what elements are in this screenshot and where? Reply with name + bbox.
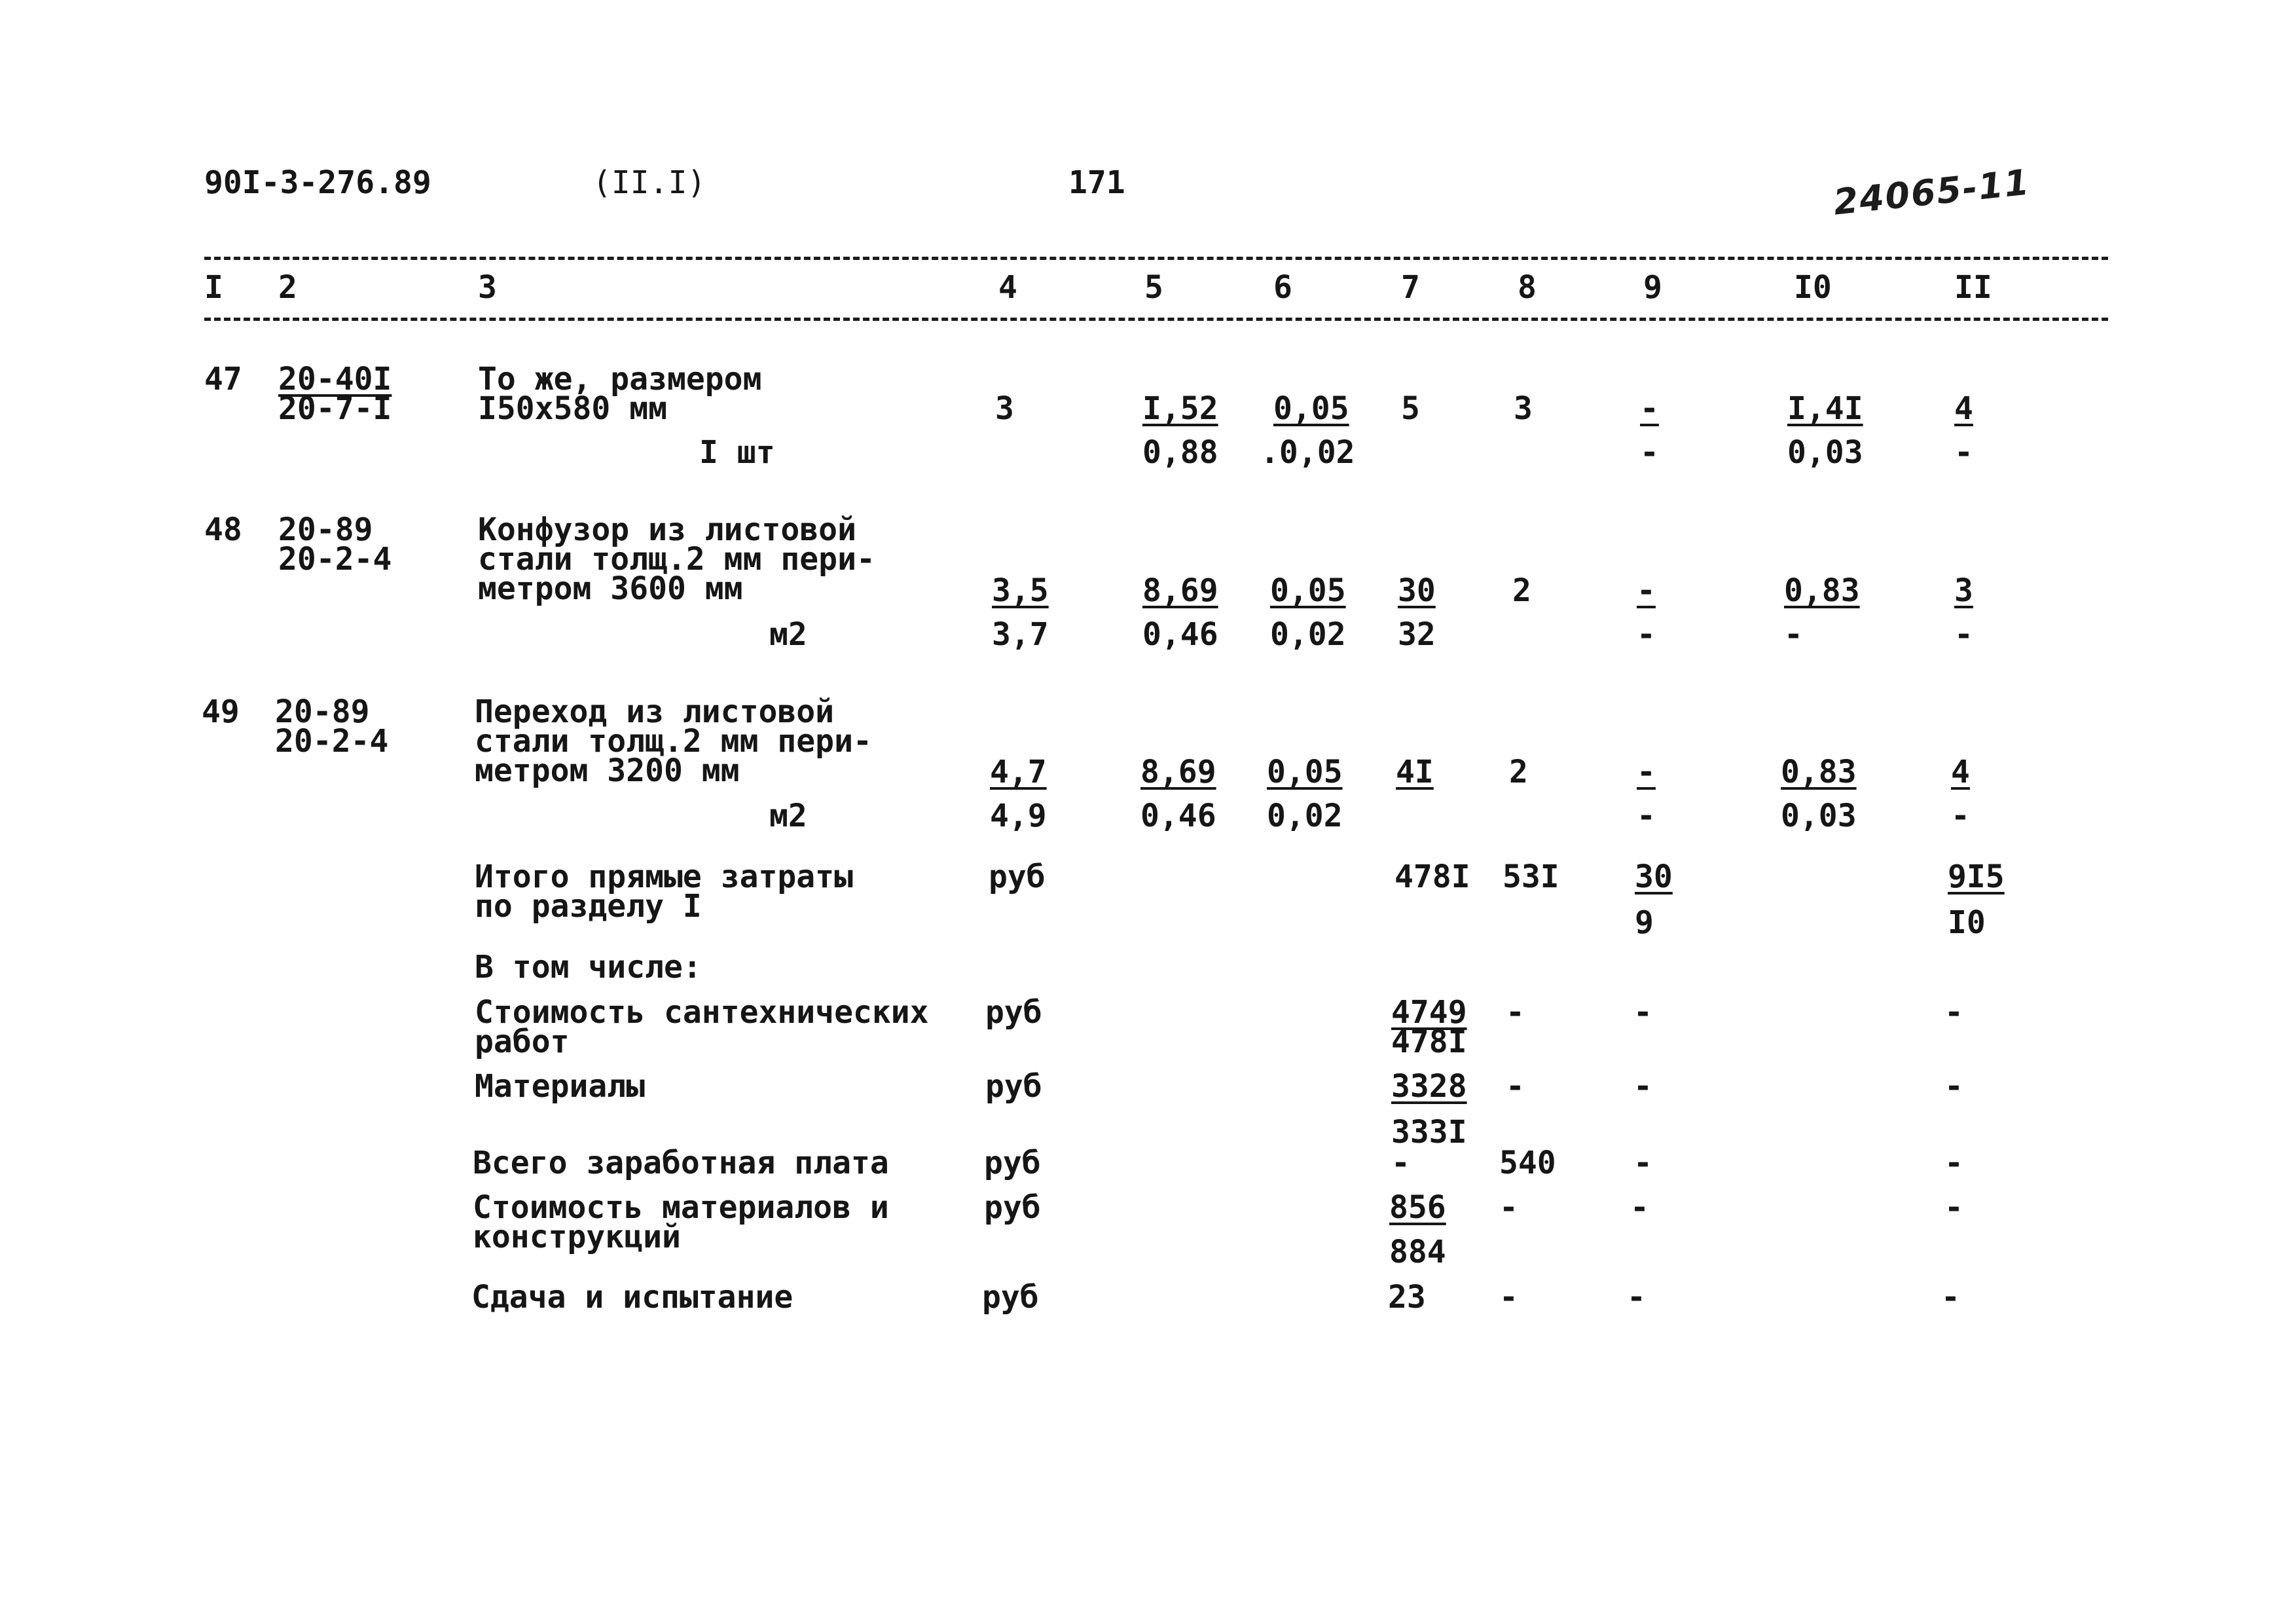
item-plumbing-c8: - bbox=[1506, 994, 1525, 1031]
row-49-number: 49 bbox=[202, 693, 240, 730]
total-c11-top: 9I5 bbox=[1948, 858, 2005, 895]
row-47-c5-top: I,52 bbox=[1142, 390, 1218, 427]
item-testing-c11: - bbox=[1941, 1279, 1960, 1316]
row-49-desc-line-2: стали толщ.2 мм пери- bbox=[475, 723, 872, 760]
col-head-3: 3 bbox=[478, 269, 497, 306]
row-49-c8: 2 bbox=[1509, 754, 1528, 790]
item-wages-c9: - bbox=[1633, 1145, 1652, 1181]
page-number: 171 bbox=[1068, 164, 1125, 201]
row-49-c4-bottom: 4,9 bbox=[990, 798, 1047, 834]
row-49-code-2: 20-2-4 bbox=[275, 723, 389, 760]
total-c7: 478I bbox=[1394, 858, 1470, 895]
section-number: (II.I) bbox=[592, 164, 706, 201]
row-49-desc-line-1: Переход из листовой bbox=[475, 693, 835, 730]
row-47-desc-line-1: То же, размером bbox=[478, 361, 762, 397]
item-constructions-c7-bottom: 884 bbox=[1389, 1234, 1446, 1270]
row-49-c11-bottom: - bbox=[1951, 798, 1970, 834]
row-49-c9-top: - bbox=[1637, 754, 1656, 790]
item-wages-c11: - bbox=[1944, 1145, 1963, 1181]
item-testing-c7: 23 bbox=[1388, 1279, 1426, 1316]
row-47-c6-top: 0,05 bbox=[1273, 390, 1349, 427]
row-47-c11-top: 4 bbox=[1954, 390, 1973, 427]
item-constructions-c8: - bbox=[1499, 1189, 1518, 1226]
row-47-code-1: 20-40I bbox=[278, 361, 392, 397]
row-48-c4-top: 3,5 bbox=[992, 572, 1049, 609]
item-testing-label: Сдача и испытание bbox=[471, 1279, 793, 1316]
item-plumbing-label-1: Стоимость сантехнических bbox=[475, 994, 929, 1031]
header-rule-top bbox=[204, 257, 2108, 260]
row-48-c10-top: 0,83 bbox=[1784, 572, 1860, 609]
row-49-c10-top: 0,83 bbox=[1781, 754, 1857, 790]
item-testing-c8: - bbox=[1499, 1279, 1518, 1316]
item-constructions-label-1: Стоимость материалов и bbox=[473, 1189, 889, 1226]
row-48-desc-line-3: метром 3600 мм bbox=[478, 570, 743, 607]
row-47-c5-bottom: 0,88 bbox=[1142, 434, 1218, 471]
item-wages-c8: 540 bbox=[1499, 1145, 1556, 1181]
row-47-c10-top: I,4I bbox=[1787, 390, 1863, 427]
item-materials-c11: - bbox=[1944, 1068, 1963, 1105]
total-c9-bottom: 9 bbox=[1635, 904, 1654, 941]
row-49-c6-top: 0,05 bbox=[1267, 754, 1343, 790]
item-plumbing-c7-top: 4749 bbox=[1391, 994, 1467, 1031]
item-plumbing-c7-bottom: 478I bbox=[1391, 1024, 1467, 1060]
row-47-c10-bottom: 0,03 bbox=[1787, 434, 1863, 471]
col-head-10: I0 bbox=[1794, 269, 1832, 306]
col-head-7: 7 bbox=[1401, 269, 1420, 306]
item-constructions-c11: - bbox=[1944, 1189, 1963, 1226]
item-testing-c9: - bbox=[1627, 1279, 1646, 1316]
col-head-6: 6 bbox=[1273, 269, 1292, 306]
row-48-c10-bottom: - bbox=[1784, 616, 1803, 653]
item-materials-c9: - bbox=[1633, 1068, 1652, 1105]
row-48-c11-top: 3 bbox=[1954, 572, 1973, 609]
col-head-2: 2 bbox=[278, 269, 297, 306]
item-plumbing-c9: - bbox=[1633, 994, 1652, 1031]
row-48-c7-top: 30 bbox=[1398, 572, 1436, 609]
col-head-11: II bbox=[1954, 269, 1992, 306]
col-head-5: 5 bbox=[1144, 269, 1163, 306]
inventory-stamp: 24065-11 bbox=[1831, 161, 2032, 223]
row-49-c10-bottom: 0,03 bbox=[1781, 798, 1857, 834]
col-head-4: 4 bbox=[998, 269, 1017, 306]
header-rule-bottom bbox=[204, 318, 2108, 321]
item-constructions-unit: руб bbox=[984, 1189, 1041, 1226]
item-plumbing-label-2: работ bbox=[475, 1024, 570, 1060]
row-48-c5-bottom: 0,46 bbox=[1142, 616, 1218, 653]
item-materials-unit: руб bbox=[985, 1068, 1042, 1105]
row-48-c9-bottom: - bbox=[1637, 616, 1656, 653]
item-materials-c7-bottom: 333I bbox=[1391, 1114, 1467, 1151]
col-head-9: 9 bbox=[1643, 269, 1662, 306]
row-49-code-1: 20-89 bbox=[275, 693, 370, 730]
row-48-c11-bottom: - bbox=[1954, 616, 1973, 653]
row-48-c7-bottom: 32 bbox=[1398, 616, 1436, 653]
col-head-8: 8 bbox=[1518, 269, 1537, 306]
row-49-c7: 4I bbox=[1396, 754, 1434, 790]
item-materials-label: Материалы bbox=[475, 1068, 646, 1105]
row-49-c11-top: 4 bbox=[1951, 754, 1970, 790]
row-48-c6-bottom: 0,02 bbox=[1270, 616, 1346, 653]
item-wages-c7: - bbox=[1391, 1145, 1410, 1181]
row-47-c4: 3 bbox=[995, 390, 1014, 427]
document-code: 90I-3-276.89 bbox=[204, 164, 431, 201]
row-49-c6-bottom: 0,02 bbox=[1267, 798, 1343, 834]
row-48-c4-bottom: 3,7 bbox=[992, 616, 1049, 653]
row-49-c9-bottom: - bbox=[1637, 798, 1656, 834]
item-testing-unit: руб bbox=[982, 1279, 1039, 1316]
row-48-number: 48 bbox=[204, 511, 242, 548]
col-head-1: I bbox=[204, 269, 223, 306]
total-c9-top: 30 bbox=[1635, 858, 1673, 895]
row-47-c7: 5 bbox=[1401, 390, 1420, 427]
item-plumbing-unit: руб bbox=[985, 994, 1042, 1031]
item-constructions-label-2: конструкций bbox=[473, 1219, 681, 1255]
total-unit: руб bbox=[989, 858, 1046, 895]
row-49-unit: м2 bbox=[769, 798, 807, 834]
row-47-c6-bottom: .0,02 bbox=[1260, 434, 1355, 471]
item-plumbing-c11: - bbox=[1944, 994, 1963, 1031]
row-47-c9-top: - bbox=[1640, 390, 1659, 427]
row-47-c8: 3 bbox=[1514, 390, 1533, 427]
row-48-desc-line-2: стали толщ.2 мм пери- bbox=[478, 541, 875, 578]
row-47-c11-bottom: - bbox=[1954, 434, 1973, 471]
item-wages-label: Всего заработная плата bbox=[473, 1145, 889, 1181]
row-47-desc-line-2: I50х580 мм bbox=[478, 390, 667, 427]
row-48-c6-top: 0,05 bbox=[1270, 572, 1346, 609]
row-48-c5-top: 8,69 bbox=[1142, 572, 1218, 609]
item-wages-unit: руб bbox=[984, 1145, 1041, 1181]
row-47-number: 47 bbox=[204, 361, 242, 397]
total-c11-bottom: I0 bbox=[1948, 904, 1986, 941]
row-48-code-2: 20-2-4 bbox=[278, 541, 392, 578]
row-48-c9-top: - bbox=[1637, 572, 1656, 609]
row-49-c4-top: 4,7 bbox=[990, 754, 1047, 790]
row-47-c9-bottom: - bbox=[1640, 434, 1659, 471]
item-materials-c8: - bbox=[1506, 1068, 1525, 1105]
row-48-c8: 2 bbox=[1512, 572, 1531, 609]
row-49-c5-bottom: 0,46 bbox=[1140, 798, 1216, 834]
total-label-line-1: Итого прямые затраты bbox=[475, 858, 853, 895]
row-49-desc-line-3: метром 3200 мм bbox=[475, 752, 740, 789]
row-47-unit: I шт bbox=[699, 434, 775, 471]
item-constructions-c9: - bbox=[1630, 1189, 1649, 1226]
row-48-desc-line-1: Конфузор из листовой bbox=[478, 511, 856, 548]
row-48-code-1: 20-89 bbox=[278, 511, 373, 548]
total-c8: 53I bbox=[1503, 858, 1559, 895]
including-label: В том числе: bbox=[475, 949, 702, 986]
item-constructions-c7-top: 856 bbox=[1389, 1189, 1446, 1226]
item-materials-c7-top: 3328 bbox=[1391, 1068, 1467, 1105]
row-47-code-2: 20-7-I bbox=[278, 390, 392, 427]
row-49-c5-top: 8,69 bbox=[1140, 754, 1216, 790]
row-48-unit: м2 bbox=[769, 616, 807, 653]
total-label-line-2: по разделу I bbox=[475, 888, 702, 925]
